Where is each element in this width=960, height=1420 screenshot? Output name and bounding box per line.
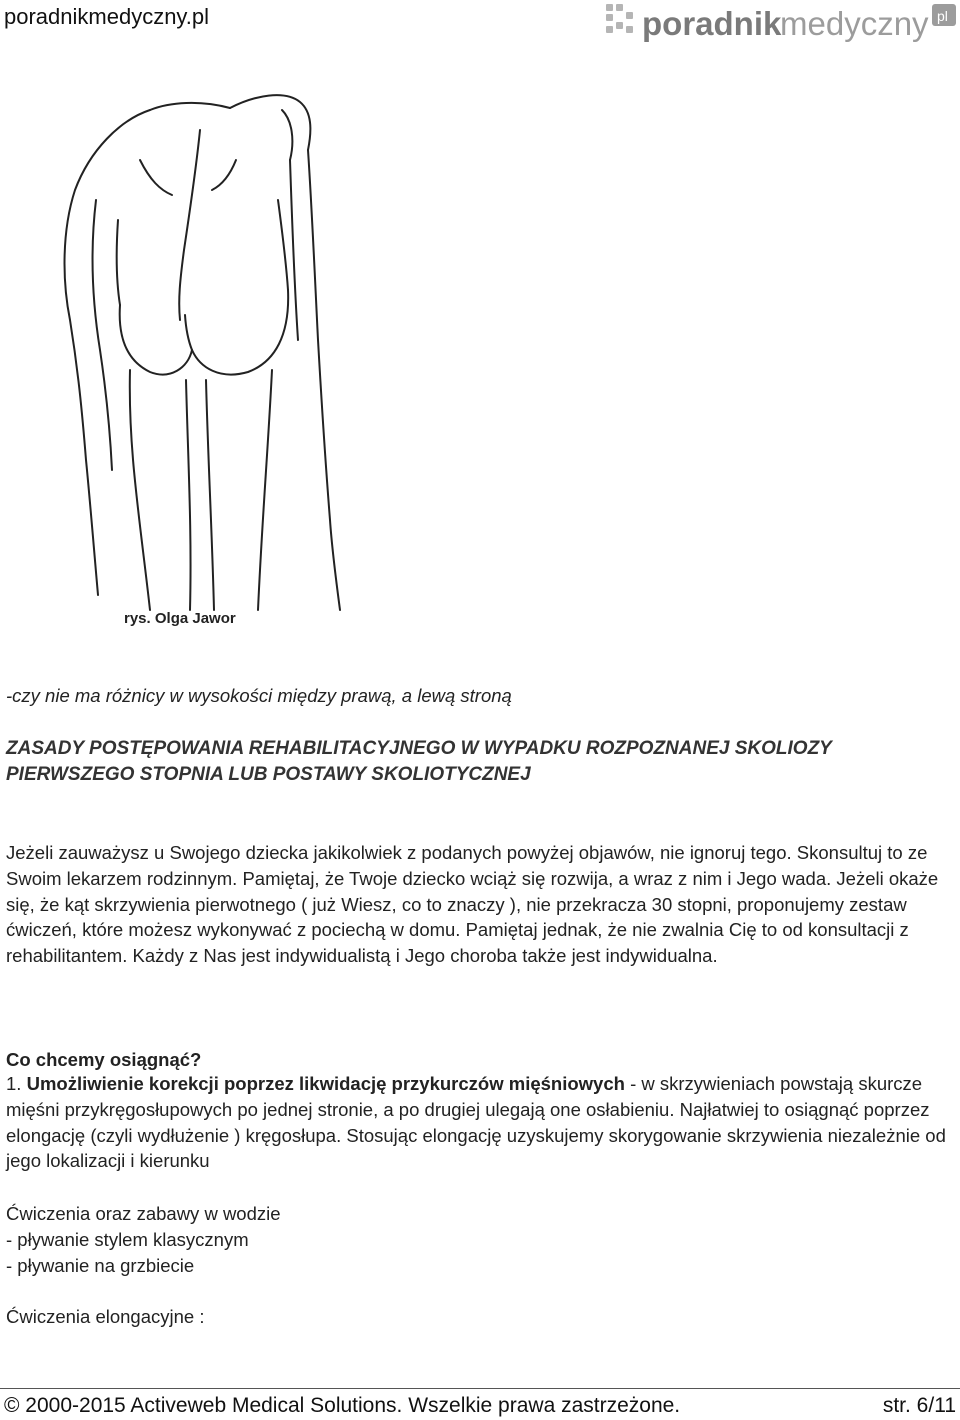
section-heading — [6, 736, 954, 787]
elongation-title: Ćwiczenia elongacyjne : — [6, 1306, 205, 1327]
point-1-number: 1. — [6, 1073, 22, 1094]
back-posture-illustration — [0, 50, 460, 640]
logo-text-part2: medyczny — [780, 5, 929, 42]
point-1-bold: Umożliwienie korekcji poprzez likwidację przykurczów mięśniowych — [26, 1073, 625, 1094]
figure-caption: rys. Olga Jawor — [124, 610, 236, 627]
question-text: -czy nie ma różnicy w wysokości między prawą, a lewą stroną — [6, 685, 512, 706]
list-item: - pływanie stylem klasycznym — [6, 1228, 249, 1250]
heading-line-2: PIERWSZEGO STOPNIA LUB POSTAWY SKOLIOTYCZNEJ — [6, 763, 531, 785]
logo-text-suffix: pl — [937, 8, 948, 24]
point-1-paragraph — [6, 1071, 951, 1174]
site-name: poradnikmedyczny.pl — [4, 4, 210, 29]
water-exercises-list — [6, 1201, 951, 1278]
point-1-rest: - w skrzywieniach powstają skurcze mięśni przykręgosłupowych po jednej stronie, a po drugiej ulegają one osłabieniu. Najłatwiej to osiągnąć poprzez elongację (czyli wydłużenie ) kręgosłupa. Stosując elongację uzyskujemy skorygowanie skrzywienia niezależnie od jego lokalizacji i kierunku — [6, 1073, 946, 1172]
list-item: - pływanie na grzbiecie — [6, 1254, 195, 1276]
water-title: Ćwiczenia oraz zabawy w wodzie — [6, 1203, 281, 1224]
goal-title: Co chcemy osiągnąć? — [6, 1049, 202, 1070]
page-footer — [0, 1388, 960, 1420]
heading-line-1: ZASADY POSTĘPOWANIA REHABILITACYJNEGO W WYPADKU ROZPOZNANEJ SKOLIOZY — [6, 738, 832, 759]
intro-paragraph: Jeżeli zauważysz u Swojego dziecka jakikolwiek z podanych powyżej objawów, nie ignoruj tego. Skonsultuj to ze Swoim lekarzem rodzinnym. Pamiętaj, że Twoje dziecko wciąż się rozwija, a wraz z nim i Jego wada. Jeżeli okaże się, że kąt skrzywienia pierwotnego ( już Wiesz, co to znaczy ), nie przekracza 30 stopni, proponujemy zestaw ćwiczeń, które możesz wykonywać z pociechą w domu. Pamiętaj jednak, że nie zwalnia Cię to od konsultacji z rehabilitantem. Każdy z Nas jest indywidualistą i Jego choroba także jest indywidualna. — [6, 842, 939, 967]
logo-text-part1: poradnik — [642, 5, 782, 42]
poradnikmedyczny-logo — [604, 0, 960, 46]
page-number: str. 6/11 — [882, 1394, 956, 1417]
copyright-text: © 2000-2015 Activeweb Medical Solutions. Wszelkie prawa zastrzeżone. — [4, 1394, 681, 1417]
